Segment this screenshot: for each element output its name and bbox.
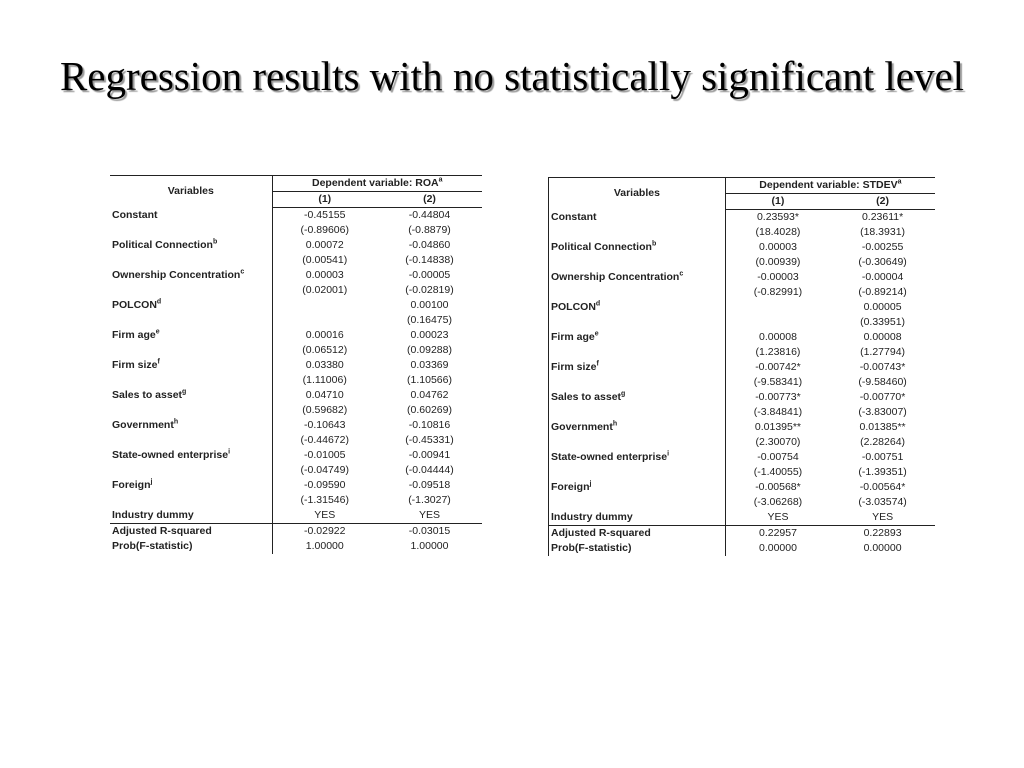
coefficient-cell-2: YES: [418, 509, 440, 521]
table-row: [110, 448, 482, 463]
variable-label: [110, 223, 272, 238]
table-row: [549, 526, 936, 542]
coefficient-cell-1: -0.09590: [304, 479, 346, 491]
table-row: [110, 313, 482, 328]
dependent-variable-header: Dependent variable: ROA$^a$: [272, 176, 482, 192]
coefficient-cell-2: YES: [872, 511, 894, 523]
variable-label: [110, 283, 272, 298]
coefficient-cell-1: 0.00016: [305, 329, 344, 341]
coefficient-cell-2: (-0.02819): [405, 284, 454, 296]
coefficient-cell-1: (-0.89606): [300, 224, 349, 236]
variable-label: Sales to asset$^g$: [110, 388, 272, 403]
variable-label: State-owned enterprise$^i$: [549, 450, 726, 465]
table-row: [110, 343, 482, 358]
coefficient-cell-1: YES: [767, 511, 789, 523]
coefficient-cell-2: (-0.89214): [858, 286, 907, 298]
coefficient-cell-2: -0.00004: [861, 271, 904, 283]
coefficient-cell-2: -0.09518: [408, 479, 451, 491]
table-row: [110, 463, 482, 478]
table-row: [549, 435, 936, 450]
variable-label: Sales to asset$^g$: [549, 390, 726, 405]
column-2-header: (2): [377, 192, 482, 208]
coefficient-cell-1: (-3.06268): [753, 496, 803, 508]
variable-label: [110, 433, 272, 448]
coefficient-cell-1: YES: [314, 509, 336, 521]
variables-header: Variables: [110, 176, 272, 208]
variable-label: [549, 495, 726, 510]
coefficient-cell-2: 0.01385**: [859, 421, 906, 433]
coefficient-cell-2: -0.00751: [861, 451, 904, 463]
variable-label: Adjusted R-squared: [110, 524, 272, 540]
variable-label: Firm age$^e$: [549, 330, 726, 345]
table-row: [110, 493, 482, 508]
coefficient-cell-2: -0.03015: [377, 524, 482, 540]
coefficient-cell-1: (0.59682): [302, 404, 348, 416]
table-row: [549, 285, 936, 300]
coefficient-cell-2: (-3.83007): [858, 406, 907, 418]
coefficient-cell-1: 0.01395**: [754, 421, 802, 433]
coefficient-cell-1: [725, 300, 830, 315]
variable-label: Constant: [549, 210, 726, 226]
coefficient-cell-2: 0.04762: [410, 389, 449, 401]
variable-label: [549, 255, 726, 270]
coefficient-cell-2: (-3.03574): [858, 496, 907, 508]
variable-label: Political Connection$^b$: [110, 238, 272, 253]
table-row: [110, 223, 482, 238]
coefficient-cell-2: (-0.8879): [408, 224, 451, 236]
coefficient-cell-2: (0.33951): [860, 316, 906, 328]
variable-label: Prob(F-statistic): [110, 539, 272, 554]
variable-label: [549, 285, 726, 300]
coefficient-cell-1: (1.23816): [755, 346, 801, 358]
table-row: [110, 403, 482, 418]
variable-label: Adjusted R-squared: [549, 526, 726, 542]
table-row: [110, 238, 482, 253]
table-row: [549, 315, 936, 330]
coefficient-cell-2: 0.22893: [830, 526, 935, 542]
variable-label: Firm size$^f$: [549, 360, 726, 375]
variables-header: Variables: [549, 178, 726, 210]
coefficient-cell-1: -0.45155: [304, 209, 346, 221]
coefficient-cell-1: 0.00003: [305, 269, 344, 281]
variable-label: [110, 403, 272, 418]
table-row: [549, 541, 936, 556]
coefficient-cell-1: (-1.31546): [300, 494, 349, 506]
coefficient-cell-1: 0.23593*: [756, 211, 799, 223]
coefficient-cell-2: (-0.30649): [858, 256, 907, 268]
variable-label: Government$^h$: [549, 420, 726, 435]
coefficient-cell-1: (2.30070): [755, 436, 801, 448]
table-row: [110, 539, 482, 554]
variable-label: Government$^h$: [110, 418, 272, 433]
coefficient-cell-2: (-0.14838): [405, 254, 454, 266]
table-row: [549, 495, 936, 510]
coefficient-cell-1: -0.00568*: [755, 481, 801, 493]
coefficient-cell-2: -0.10816: [408, 419, 451, 431]
coefficient-cell-1: (-3.84841): [753, 406, 803, 418]
coefficient-cell-1: 0.00000: [758, 542, 797, 554]
coefficient-cell-2: (-9.58460): [858, 376, 907, 388]
variable-label: [549, 465, 726, 480]
coefficient-cell-1: 1.00000: [305, 540, 344, 552]
variable-label: Prob(F-statistic): [549, 541, 726, 556]
variable-label: [110, 313, 272, 328]
coefficient-cell-1: 0.03380: [305, 359, 344, 371]
variable-label: [549, 405, 726, 420]
coefficient-cell-2: 0.23611*: [861, 211, 904, 223]
coefficient-cell-1: (-1.40055): [753, 466, 803, 478]
coefficient-cell-1: 0.22957: [725, 526, 830, 542]
variable-label: [110, 493, 272, 508]
table-row: [110, 283, 482, 298]
coefficient-cell-2: 0.00005: [863, 301, 902, 313]
coefficient-cell-2: (-1.39351): [858, 466, 907, 478]
variable-label: Constant: [110, 208, 272, 224]
coefficient-cell-1: -0.10643: [304, 419, 346, 431]
coefficient-cell-1: [272, 298, 377, 313]
variable-label: Firm age$^e$: [110, 328, 272, 343]
coefficient-cell-1: (-9.58341): [753, 376, 803, 388]
variable-label: POLCON$^d$: [549, 300, 726, 315]
coefficient-cell-1: -0.00742*: [755, 361, 801, 373]
variable-label: [549, 375, 726, 390]
table-row: [549, 300, 936, 315]
table-row: [549, 360, 936, 375]
table-row: [549, 450, 936, 465]
coefficient-cell-2: 1.00000: [410, 540, 449, 552]
coefficient-cell-2: 0.00000: [863, 542, 902, 554]
table-row: [549, 240, 936, 255]
stdev-regression-table: [548, 177, 935, 556]
table-row: [549, 345, 936, 360]
variable-label: [549, 345, 726, 360]
table-row: [549, 420, 936, 435]
coefficient-cell-1: [272, 313, 377, 328]
table-row: [549, 210, 936, 226]
coefficient-cell-2: (1.10566): [407, 374, 452, 386]
variable-label: Political Connection$^b$: [549, 240, 726, 255]
column-2-header: (2): [830, 194, 935, 210]
coefficient-cell-2: -0.00005: [408, 269, 451, 281]
variable-label: State-owned enterprise$^i$: [110, 448, 272, 463]
coefficient-cell-1: -0.02922: [272, 524, 377, 540]
column-1-header: (1): [272, 192, 377, 208]
coefficient-cell-2: (2.28264): [860, 436, 906, 448]
coefficient-cell-2: -0.04860: [408, 239, 451, 251]
coefficient-cell-1: (1.11006): [302, 374, 347, 386]
variable-label: [110, 343, 272, 358]
coefficient-cell-2: -0.44804: [408, 209, 451, 221]
variable-label: Foreign$^j$: [110, 478, 272, 493]
table-row: [110, 268, 482, 283]
coefficient-cell-2: -0.00255: [861, 241, 904, 253]
coefficient-cell-1: 0.00003: [758, 241, 797, 253]
coefficient-cell-2: -0.00564*: [859, 481, 906, 493]
coefficient-cell-1: (18.4028): [755, 226, 801, 238]
table-row: [549, 255, 936, 270]
variable-label: [549, 435, 726, 450]
variable-label: Industry dummy: [549, 510, 726, 526]
coefficient-cell-1: (0.06512): [302, 344, 348, 356]
variable-label: Ownership Concentration$^c$: [549, 270, 726, 285]
coefficient-cell-1: (0.02001): [302, 284, 348, 296]
roa-regression-table: [110, 175, 482, 554]
coefficient-cell-2: (0.09288): [407, 344, 452, 356]
table-row: [110, 508, 482, 524]
variable-label: Industry dummy: [110, 508, 272, 524]
coefficient-cell-2: 0.03369: [410, 359, 449, 371]
coefficient-cell-1: 0.04710: [305, 389, 344, 401]
variable-label: [110, 253, 272, 268]
table-row: [549, 465, 936, 480]
table-row: [110, 418, 482, 433]
coefficient-cell-1: 0.00008: [758, 331, 797, 343]
table-row: [110, 388, 482, 403]
coefficient-cell-2: -0.00743*: [859, 361, 906, 373]
coefficient-cell-2: (-0.45331): [405, 434, 454, 446]
table-row: [110, 208, 482, 224]
table-row: [549, 225, 936, 240]
table-row: [110, 433, 482, 448]
table-row: [110, 253, 482, 268]
table-row: [549, 375, 936, 390]
variable-label: [110, 373, 272, 388]
coefficient-cell-2: -0.00941: [408, 449, 451, 461]
variable-label: [110, 463, 272, 478]
coefficient-cell-2: 0.00008: [863, 331, 902, 343]
variable-label: Foreign$^j$: [549, 480, 726, 495]
slide-title: Regression results with no statistically significant level: [59, 53, 965, 99]
table-row: [110, 478, 482, 493]
coefficient-cell-2: (18.3931): [860, 226, 906, 238]
coefficient-cell-1: (0.00939): [755, 256, 801, 268]
coefficient-cell-1: (-0.44672): [300, 434, 349, 446]
coefficient-cell-2: -0.00770*: [859, 391, 906, 403]
table-row: [549, 390, 936, 405]
coefficient-cell-1: (-0.82991): [753, 286, 803, 298]
table-row: [110, 328, 482, 343]
table-row: [549, 270, 936, 285]
coefficient-cell-1: (-0.04749): [300, 464, 349, 476]
table-row: [549, 405, 936, 420]
variable-label: POLCON$^d$: [110, 298, 272, 313]
coefficient-cell-2: (0.60269): [407, 404, 452, 416]
coefficient-cell-2: (-0.04444): [405, 464, 454, 476]
coefficient-cell-2: 0.00023: [410, 329, 449, 341]
coefficient-cell-2: (1.27794): [860, 346, 906, 358]
variable-label: Ownership Concentration$^c$: [110, 268, 272, 283]
dependent-variable-header: Dependent variable: STDEV$^a$: [725, 178, 935, 194]
table-row: [549, 480, 936, 495]
coefficient-cell-1: [725, 315, 830, 330]
coefficient-cell-1: 0.00072: [305, 239, 344, 251]
variable-label: Firm size$^f$: [110, 358, 272, 373]
table-row: [110, 524, 482, 540]
table-row: [549, 510, 936, 526]
coefficient-cell-2: (0.16475): [407, 314, 452, 326]
table-row: [549, 330, 936, 345]
column-1-header: (1): [725, 194, 830, 210]
coefficient-cell-1: -0.00754: [757, 451, 799, 463]
table-row: [110, 373, 482, 388]
coefficient-cell-1: -0.01005: [304, 449, 346, 461]
coefficient-cell-2: (-1.3027): [408, 494, 451, 506]
coefficient-cell-1: (0.00541): [302, 254, 348, 266]
table-row: [110, 298, 482, 313]
variable-label: [549, 315, 726, 330]
variable-label: [549, 225, 726, 240]
coefficient-cell-2: 0.00100: [410, 299, 449, 311]
table-row: [110, 358, 482, 373]
coefficient-cell-1: -0.00773*: [755, 391, 801, 403]
coefficient-cell-1: -0.00003: [757, 271, 799, 283]
